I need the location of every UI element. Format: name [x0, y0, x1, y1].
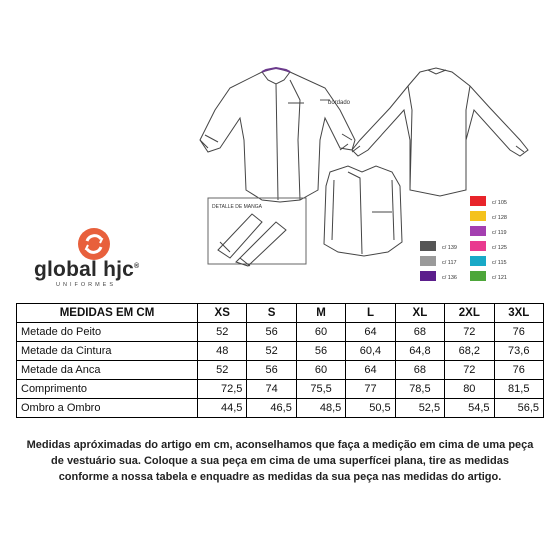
swatch-group-right [470, 196, 507, 281]
header-cell: 3XL [494, 304, 543, 323]
table-cell: 52 [198, 323, 247, 342]
row-label: Comprimento [17, 380, 198, 399]
header-cell: XL [395, 304, 444, 323]
size-chart-table [16, 303, 544, 418]
row-label: Metade da Anca [17, 361, 198, 380]
vest-drawing [324, 166, 402, 256]
table-row [17, 399, 544, 418]
header-cell: 2XL [445, 304, 494, 323]
table-cell: 60 [296, 323, 345, 342]
swatch-c115 [470, 256, 486, 266]
sleeve-detail-caption: DETALLE DE MANGA [212, 204, 262, 210]
table-cell: 52,5 [395, 399, 444, 418]
swatch-c119 [470, 226, 486, 236]
swatch-group-left [420, 241, 457, 281]
table-cell: 72,5 [198, 380, 247, 399]
measurement-note [14, 437, 546, 485]
swatch-c117 [420, 256, 436, 266]
table-cell: 73,6 [494, 342, 543, 361]
table-cell: 60,4 [346, 342, 395, 361]
logo-wordmark: global hjc® [34, 258, 140, 281]
swatch-label: c/ 117 [442, 260, 457, 266]
table-cell: 56,5 [494, 399, 543, 418]
swatch-c139 [420, 241, 436, 251]
note-line: de vestuário sua. Coloque a sua peça em cima de uma superfícei plana, tire as medidas [51, 455, 509, 467]
table-row [17, 342, 544, 361]
swatch-c125 [470, 241, 486, 251]
note-line: conforme a nossa tabela e enquadre as medidas da sua peça nas medidas do artigo. [58, 471, 502, 483]
table-cell: 48 [198, 342, 247, 361]
table-cell: 77 [346, 380, 395, 399]
table-cell: 64 [346, 361, 395, 380]
table-cell: 54,5 [445, 399, 494, 418]
table-cell: 76 [494, 361, 543, 380]
table-cell: 80 [445, 380, 494, 399]
swatch-c121 [470, 271, 486, 281]
table-cell: 52 [247, 342, 296, 361]
table-cell: 56 [296, 342, 345, 361]
table-cell: 81,5 [494, 380, 543, 399]
swatch-label: c/ 125 [492, 245, 507, 251]
swatch-label: c/ 128 [492, 215, 507, 221]
row-label: Metade da Cintura [17, 342, 198, 361]
table-row [17, 361, 544, 380]
swatch-label: c/ 139 [442, 245, 457, 251]
header-cell: M [296, 304, 345, 323]
row-label: Ombro a Ombro [17, 399, 198, 418]
table-cell: 52 [198, 361, 247, 380]
swatch-label: c/ 121 [492, 275, 507, 281]
swatch-label: c/ 105 [492, 200, 507, 206]
header-cell: S [247, 304, 296, 323]
table-cell: 74 [247, 380, 296, 399]
table-cell: 75,5 [296, 380, 345, 399]
bordado-annotation: bordado [328, 100, 351, 106]
table-cell: 72 [445, 323, 494, 342]
note-line: Medidas apróximadas do artigo em cm, aconselhamos que faça a medição em cima de uma peça [26, 439, 534, 451]
logo-mark-icon [78, 228, 110, 260]
jacket-back-drawing [352, 68, 528, 196]
swatch-label: c/ 136 [442, 275, 457, 281]
table-row [17, 323, 544, 342]
table-cell: 64,8 [395, 342, 444, 361]
table-cell: 50,5 [346, 399, 395, 418]
table-cell: 78,5 [395, 380, 444, 399]
swatch-c128 [470, 211, 486, 221]
table-cell: 68 [395, 323, 444, 342]
header-cell: XS [198, 304, 247, 323]
swatch-label: c/ 119 [492, 230, 507, 236]
swatch-label: c/ 115 [492, 260, 507, 266]
table-cell: 76 [494, 323, 543, 342]
table-cell: 44,5 [198, 399, 247, 418]
table-cell: 68,2 [445, 342, 494, 361]
table-cell: 68 [395, 361, 444, 380]
table-cell: 46,5 [247, 399, 296, 418]
swatch-c136 [420, 271, 436, 281]
table-header-row [17, 304, 544, 323]
table-cell: 48,5 [296, 399, 345, 418]
header-cell: L [346, 304, 395, 323]
table-cell: 72 [445, 361, 494, 380]
row-label: Metade do Peito [17, 323, 198, 342]
table-cell: 56 [247, 323, 296, 342]
table-cell: 64 [346, 323, 395, 342]
header-cell: MEDIDAS EM CM [17, 304, 198, 323]
table-cell: 56 [247, 361, 296, 380]
logo-subtitle: UNIFORMES [56, 282, 116, 288]
table-cell: 60 [296, 361, 345, 380]
swatch-c105 [470, 196, 486, 206]
table-row [17, 380, 544, 399]
brand-logo [34, 226, 164, 296]
jacket-front-drawing [200, 68, 355, 202]
